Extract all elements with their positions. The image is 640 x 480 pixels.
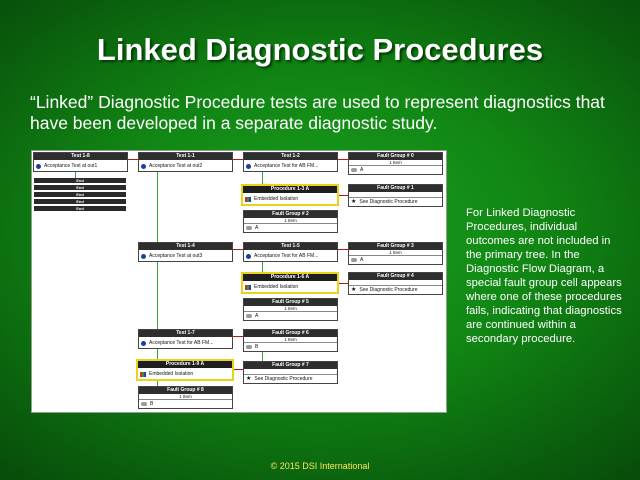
test-label: Acceptance Test at out2 <box>149 163 203 169</box>
fault-group-cell[interactable] <box>243 298 338 321</box>
fault-group-cell[interactable] <box>243 361 338 384</box>
component-icon <box>141 402 147 406</box>
test-label: Acceptance Test at out1 <box>44 163 98 169</box>
test-title: Test 1-2 <box>244 153 337 160</box>
footer-copyright: © 2015 DSI International <box>270 461 370 471</box>
fault-group-count: 1 Item <box>244 337 337 343</box>
fault-group-count: 1 Item <box>244 218 337 224</box>
fail-line <box>128 159 138 160</box>
fault-group-label: B <box>150 401 154 407</box>
fail-line <box>338 249 348 250</box>
fault-group-cell[interactable] <box>348 184 443 207</box>
test-title: Test 1-4 <box>139 243 232 250</box>
component-icon <box>351 168 357 172</box>
test-icon <box>141 254 146 259</box>
fault-group-title: Fault Group # 6 <box>244 330 337 337</box>
test-label: Acceptance Test at out3 <box>149 253 203 259</box>
fault-group-label: See Diagnostic Procedure <box>359 287 418 293</box>
fault-group-title: Fault Group # 2 <box>244 211 337 218</box>
component-icon <box>246 226 252 230</box>
component-icon <box>246 345 252 349</box>
slide-title: Linked Diagnostic Procedures <box>96 32 544 67</box>
fault-group-cell[interactable] <box>243 210 338 233</box>
star-icon: ★ <box>351 287 357 293</box>
star-icon: ★ <box>246 376 252 382</box>
fail-line <box>233 336 243 337</box>
fault-group-count: 1 Item <box>244 306 337 312</box>
fault-group-label: See Diagnostic Procedure <box>254 376 313 382</box>
test-label: Acceptance Test for AB FM... <box>254 163 319 169</box>
end-node: End <box>34 206 126 211</box>
star-icon: ★ <box>351 199 357 205</box>
component-icon <box>246 314 252 318</box>
slide-intro: “Linked” Diagnostic Procedure tests are used to represent diagnostics that have been developed in a separate diagnostic study. <box>30 92 605 133</box>
test-title: Test 1-8 <box>34 153 127 160</box>
fault-group-title: Fault Group # 5 <box>244 299 337 306</box>
test-icon <box>246 164 251 169</box>
fault-group-title: Fault Group # 7 <box>244 362 337 369</box>
procedure-node[interactable] <box>136 359 234 381</box>
test-title: Test 1-7 <box>139 330 232 337</box>
test-title: Test 1-5 <box>244 243 337 250</box>
test-node[interactable] <box>33 152 128 172</box>
fault-group-cell[interactable] <box>138 386 233 409</box>
fail-line <box>233 249 243 250</box>
diagnostic-flow-diagram <box>31 150 447 413</box>
end-node: End <box>34 178 126 183</box>
fault-group-cell[interactable] <box>348 272 443 295</box>
procedure-label: Embedded Isolation <box>149 371 194 377</box>
fault-group-cell[interactable] <box>243 329 338 352</box>
procedure-node[interactable] <box>241 184 339 206</box>
fault-group-label: A <box>360 257 364 263</box>
side-note: For Linked Diagnostic Procedures, individual outcomes are not included in the primary tree. In the Diagnostic Flow Diagram, a special fault group cell appears where one of these procedures fails, indicating that diagnostics are continued within a secondary procedure. <box>466 207 622 345</box>
fail-line <box>338 283 348 284</box>
fault-group-title: Fault Group # 0 <box>349 153 442 160</box>
test-label: Acceptance Test for AB FM... <box>254 253 319 259</box>
fail-line <box>233 159 243 160</box>
fault-group-label: See Diagnostic Procedure <box>359 199 418 205</box>
fail-line <box>338 159 348 160</box>
embedded-isolation-icon <box>140 372 146 377</box>
fail-line <box>233 369 243 370</box>
fault-group-count: 1 Item <box>349 250 442 256</box>
end-node: End <box>34 185 126 190</box>
test-node[interactable] <box>138 329 233 349</box>
test-icon <box>36 164 41 169</box>
embedded-isolation-icon <box>245 285 251 290</box>
fault-group-label: B <box>255 344 259 350</box>
embedded-isolation-icon <box>245 197 251 202</box>
test-title: Test 1-1 <box>139 153 232 160</box>
pass-line <box>75 171 76 178</box>
procedure-title: Procedure 1-9 A <box>138 361 232 368</box>
fault-group-title: Fault Group # 4 <box>349 273 442 280</box>
fault-group-label: A <box>255 313 259 319</box>
procedure-label: Embedded Isolation <box>254 284 299 290</box>
test-icon <box>141 341 146 346</box>
fault-group-title: Fault Group # 8 <box>139 387 232 394</box>
test-node[interactable] <box>243 152 338 172</box>
test-node[interactable] <box>138 242 233 262</box>
procedure-title: Procedure 1-3 A <box>243 186 337 193</box>
test-label: Acceptance Test for AB FM... <box>149 340 214 346</box>
test-icon <box>246 254 251 259</box>
procedure-title: Procedure 1-6 A <box>243 274 337 281</box>
fault-group-title: Fault Group # 3 <box>349 243 442 250</box>
test-node[interactable] <box>138 152 233 172</box>
fault-group-count: 1 Item <box>139 394 232 400</box>
end-node: End <box>34 192 126 197</box>
fail-line <box>338 195 348 196</box>
test-node[interactable] <box>243 242 338 262</box>
fault-group-label: A <box>360 167 364 173</box>
procedure-node[interactable] <box>241 272 339 294</box>
fault-group-cell[interactable] <box>348 242 443 265</box>
end-node: End <box>34 199 126 204</box>
fault-group-cell[interactable] <box>348 152 443 175</box>
procedure-label: Embedded Isolation <box>254 196 299 202</box>
component-icon <box>351 258 357 262</box>
fault-group-count: 1 Item <box>349 160 442 166</box>
fault-group-title: Fault Group # 1 <box>349 185 442 192</box>
fault-group-label: A <box>255 225 259 231</box>
test-icon <box>141 164 146 169</box>
